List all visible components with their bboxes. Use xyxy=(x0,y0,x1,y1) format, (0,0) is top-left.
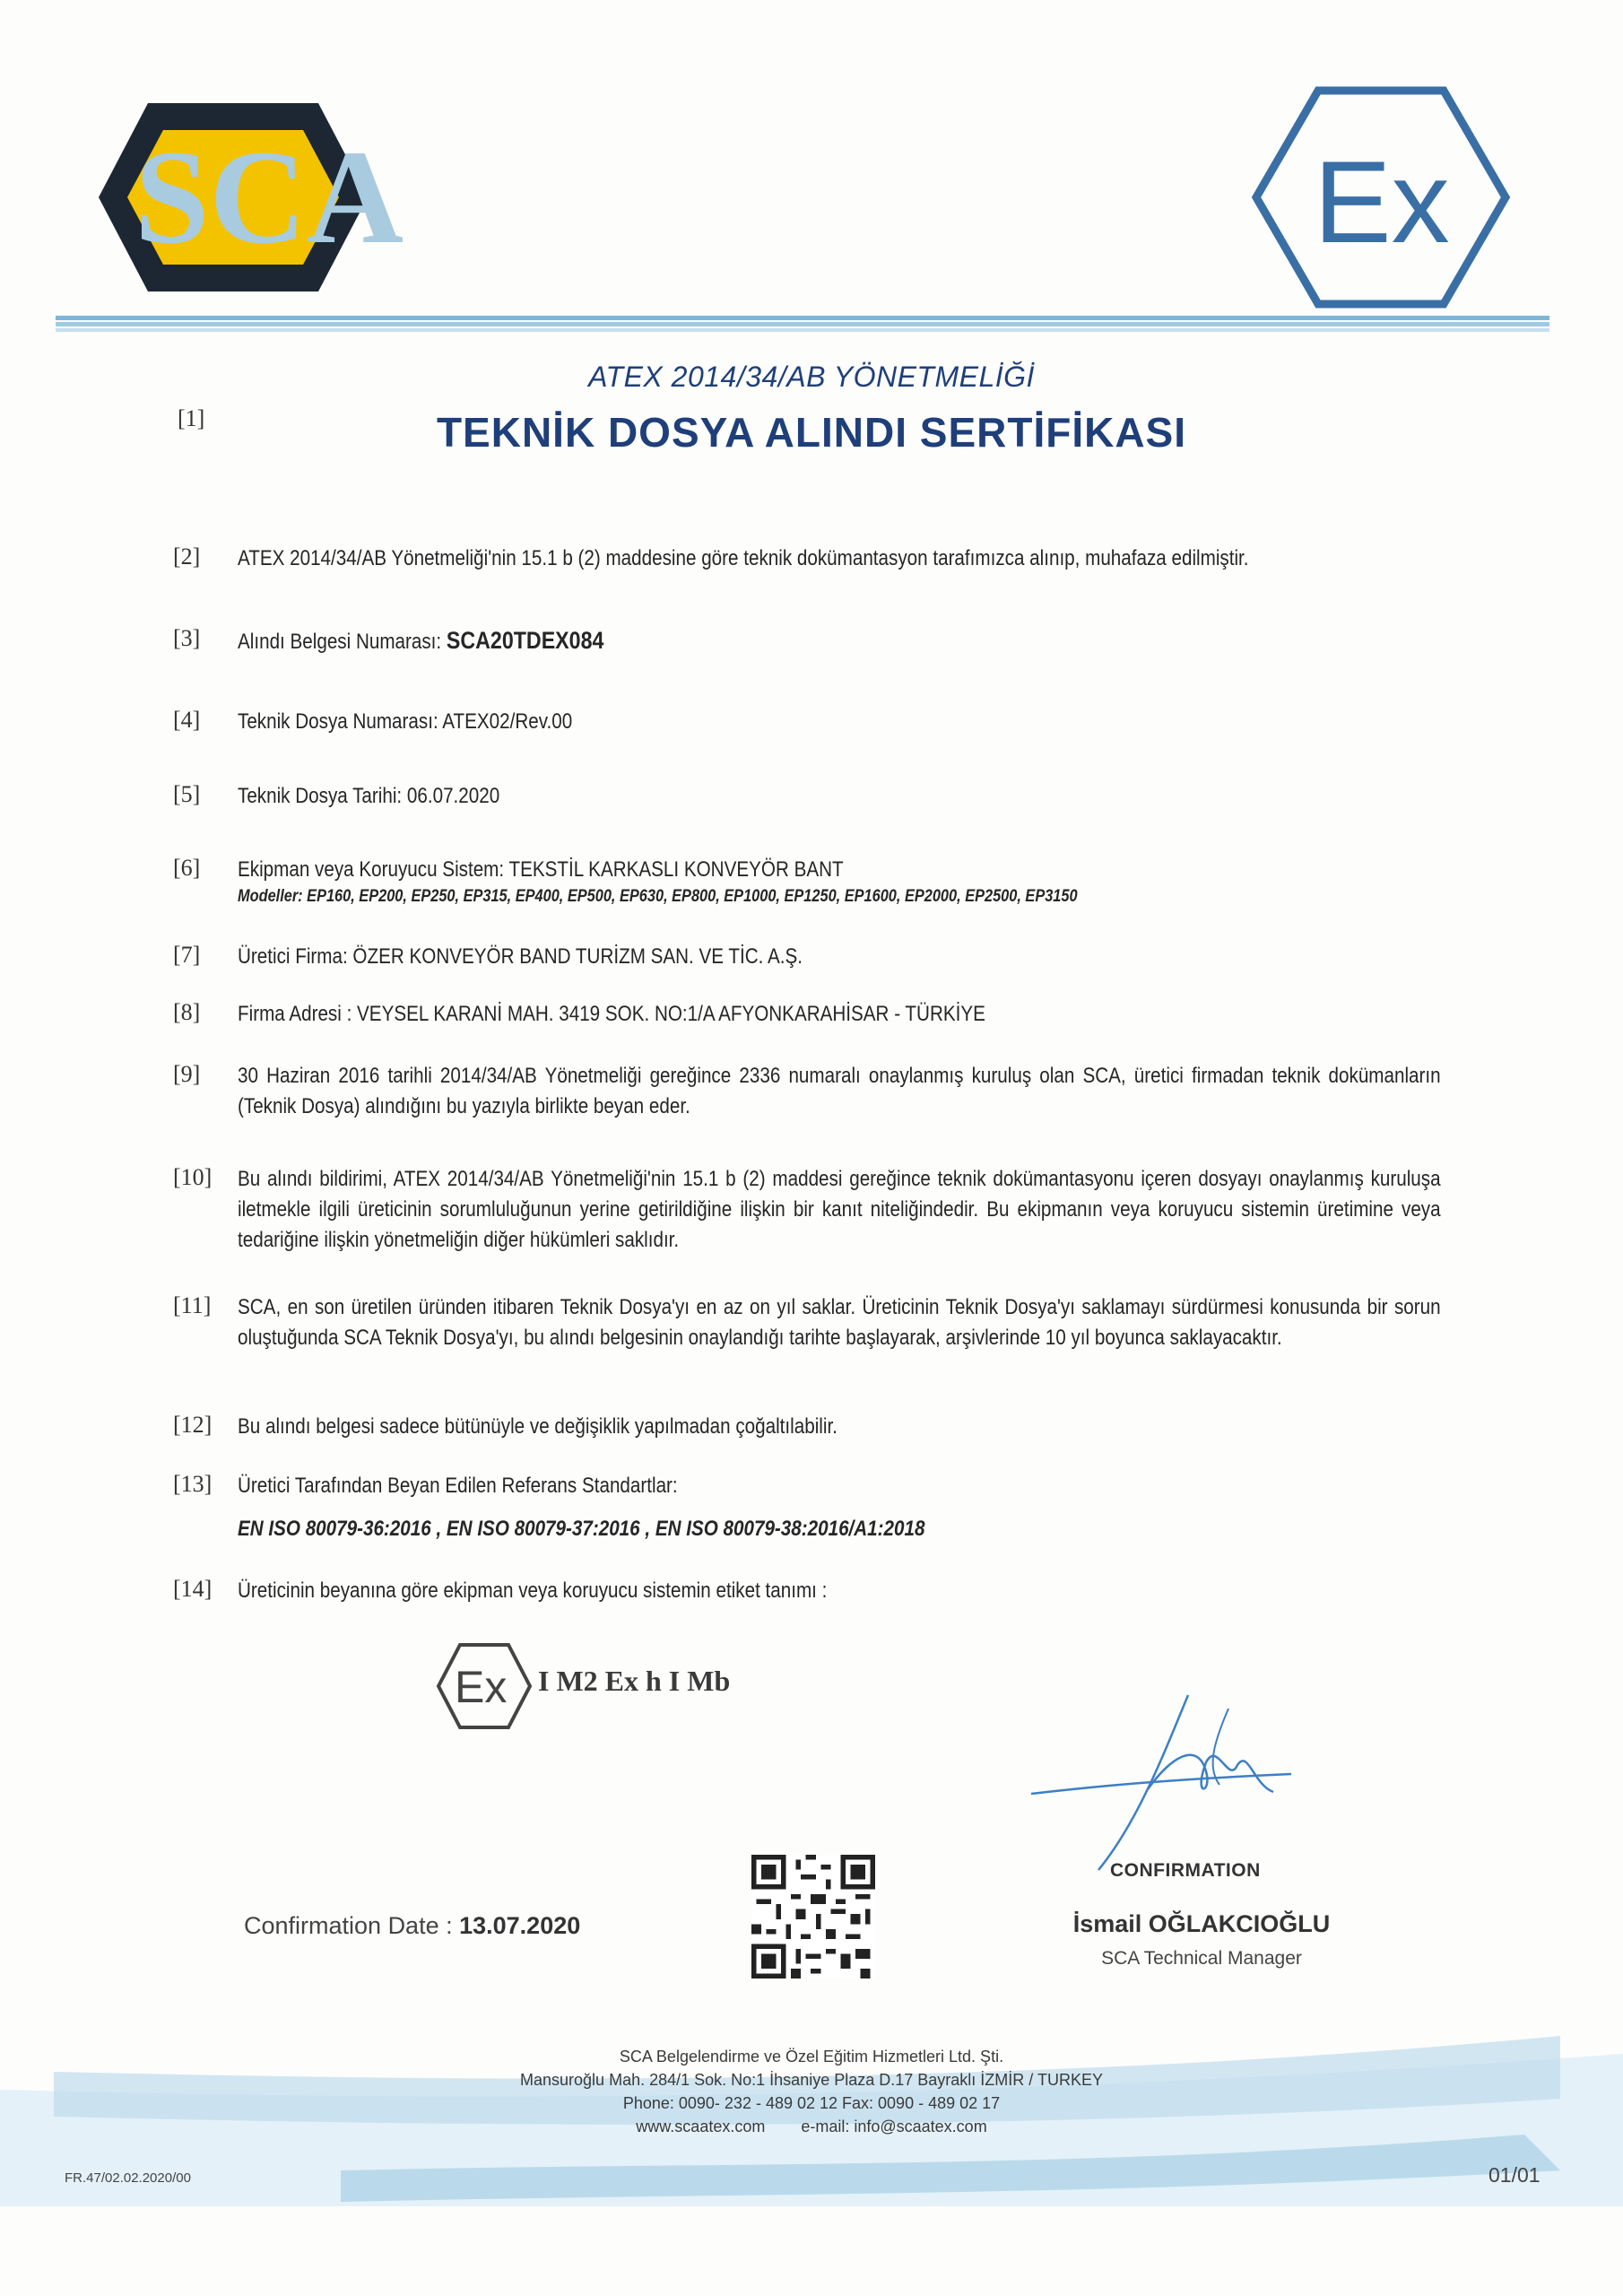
item-text: Üreticinin beyanına göre ekipman veya koruyucu sistemin etiket tanımı : xyxy=(238,1578,828,1603)
item-text: SCA, en son üretilen üründen itibaren Teknik Dosya'yı en az on yıl saklar. Üreticinin Teknik Dosya'yı saklamayı sürdürmesi konusunda bir sorun oluştuğunda SCA Teknik Dosya'yı, bu alındı belgesinin onaylandığı tarihte başlayarak, arşivlerinde 10 yıl boyunca saklayacaktır. xyxy=(238,1295,1441,1350)
ex-marking-icon xyxy=(435,1641,534,1731)
signatory-name: İsmail OĞLAKCIOĞLU xyxy=(1072,1910,1331,1937)
header-rule xyxy=(56,314,1549,335)
standards-list: EN ISO 80079-36:2016 , EN ISO 80079-37:2016 , EN ISO 80079-38:2016/A1:2018 xyxy=(238,1517,925,1541)
footer-contact xyxy=(0,2115,1623,2138)
ex-logo xyxy=(1251,85,1511,309)
item-number: [9] xyxy=(173,1061,201,1087)
item-number: [8] xyxy=(173,999,201,1025)
confirmation-label: CONFIRMATION xyxy=(1110,1860,1261,1881)
footer-phone: Phone: 0090- 232 - 489 02 12 Fax: 0090 - 489 02 17 xyxy=(622,2094,1001,2112)
tech-file-date-value: 06.07.2020 xyxy=(406,784,500,808)
address-label: Firma Adresi : xyxy=(238,1002,358,1026)
tech-file-number-label: Teknik Dosya Numarası: xyxy=(238,709,443,734)
models-list: Modeller: EP160, EP200, EP250, EP315, EP400, EP500, EP630, EP800, EP1000, EP1250, EP1600, EP2000, EP2500, EP3150 xyxy=(238,887,1078,906)
item-text: Bu alındı bildirimi, ATEX 2014/34/AB Yönetmeliği'nin 15.1 b (2) maddesi gereğince teknik dokümantasyonu içeren dosyayı onaylanmış kuruluşa iletmekle ilgili üreticinin sorumluluğunun yerine getirildiğine ilişkin bir kanıt niteliğindedir. Bu ekipmanın veya koruyucu sistemin üretimine veya tedariğine ilişkin yönetmeliğin diğer hükümleri saklıdır. xyxy=(238,1167,1441,1252)
confirmation-date-value: 13.07.2020 xyxy=(459,1912,581,1939)
item-number: [12] xyxy=(173,1412,213,1438)
item-text: Bu alındı belgesi sadece bütünüyle ve değişiklik yapılmadan çoğaltılabilir. xyxy=(238,1414,838,1439)
footer-company: SCA Belgelendirme ve Özel Eğitim Hizmetleri Ltd. Şti. xyxy=(619,2048,1004,2066)
equipment-label: Ekipman veya Koruyucu Sistem: xyxy=(238,857,509,882)
address-value: VEYSEL KARANİ MAH. 3419 SOK. NO:1/A AFYONKARAHİSAR - TÜRKİYE xyxy=(357,1002,985,1026)
signatory-role: SCA Technical Manager xyxy=(1101,1948,1302,1969)
item-text: 30 Haziran 2016 tarihli 2014/34/AB Yönetmeliği gereğince 2336 numaralı onaylanmış kuruluş olan SCA, üretici firmadan teknik dokümanların (Teknik Dosya) alındığını bu yazıyla birlikte beyan eder. xyxy=(238,1064,1441,1118)
sca-logo-text: SCA xyxy=(135,123,404,272)
ex-marking-text: Ex xyxy=(455,1662,508,1712)
item-number: [2] xyxy=(173,544,201,570)
item-number: [7] xyxy=(173,942,201,968)
sca-logo xyxy=(99,99,421,296)
item-number-1: [1] xyxy=(178,405,205,431)
item-number: [5] xyxy=(173,781,201,807)
item-number: [10] xyxy=(173,1164,213,1190)
form-code: FR.47/02.02.2020/00 xyxy=(65,2170,191,2186)
confirmation-date xyxy=(244,1912,580,1940)
signature xyxy=(1013,1686,1300,1883)
page-number: 01/01 xyxy=(1488,2163,1541,2187)
equipment-value: TEKSTİL KARKASLI KONVEYÖR BANT xyxy=(508,857,844,882)
manufacturer-value: ÖZER KONVEYÖR BAND TURİZM SAN. VE TİC. A.Ş. xyxy=(352,944,803,969)
item-number: [6] xyxy=(173,855,201,881)
item-number: [11] xyxy=(173,1292,212,1318)
receipt-number-label: Alındı Belgesi Numarası: xyxy=(238,630,447,654)
item-text: ATEX 2014/34/AB Yönetmeliği'nin 15.1 b (2) maddesine göre teknik dokümantasyon tarafımızca alınıp, muhafaza edilmiştir. xyxy=(238,546,1249,570)
item-number: [3] xyxy=(173,625,201,651)
receipt-number-value: SCA20TDEX084 xyxy=(446,627,604,654)
item-number: [14] xyxy=(173,1576,213,1602)
certificate-title: TEKNİK DOSYA ALINDI SERTİFİKASI xyxy=(436,409,1187,456)
confirmation-date-label: Confirmation Date : xyxy=(244,1912,460,1939)
item-number: [4] xyxy=(173,707,201,733)
footer-web: www.scaatex.com xyxy=(636,2118,766,2135)
tech-file-date-label: Teknik Dosya Tarihi: xyxy=(238,784,407,808)
standards-heading: Üretici Tarafından Beyan Edilen Referans Standartlar: xyxy=(238,1474,678,1498)
qr-code xyxy=(751,1855,875,1979)
footer-address: Mansuroğlu Mah. 284/1 Sok. No:1 İhsaniye Plaza D.17 Bayraklı İZMİR / TURKEY xyxy=(520,2071,1103,2089)
footer-email: e-mail: info@scaatex.com xyxy=(801,2118,987,2135)
regulation-subtitle: ATEX 2014/34/AB YÖNETMELİĞİ xyxy=(588,361,1035,393)
equipment-marking: I M2 Ex h I Mb xyxy=(538,1665,731,1697)
tech-file-number-value: ATEX02/Rev.00 xyxy=(442,709,573,734)
manufacturer-label: Üretici Firma: xyxy=(238,944,353,969)
item-number: [13] xyxy=(173,1471,213,1497)
ex-logo-text: Ex xyxy=(1314,136,1450,267)
